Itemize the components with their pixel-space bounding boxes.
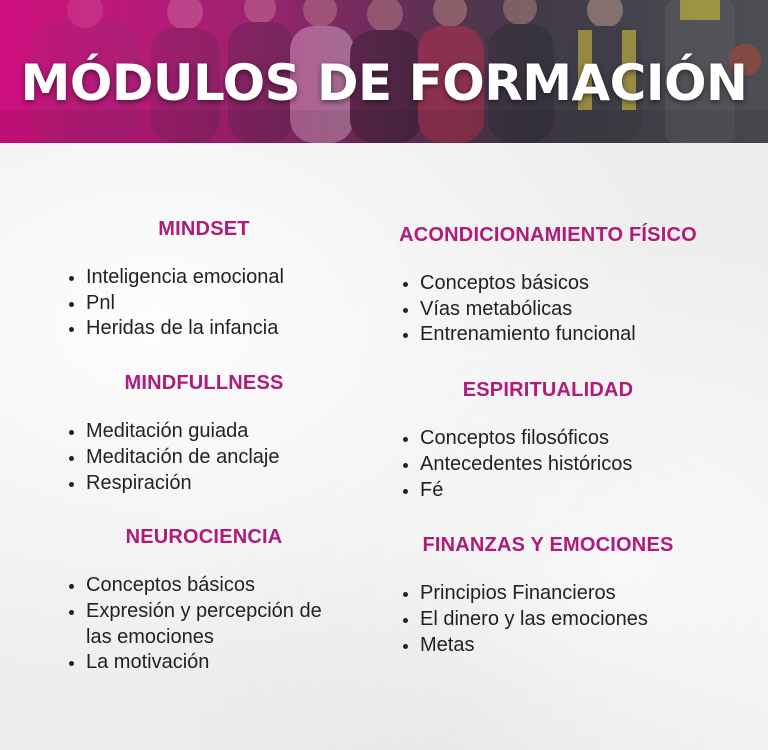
section-list [378, 581, 718, 658]
section-mindset [34, 214, 374, 342]
section-mindfullness [34, 368, 374, 496]
list-item: Fé [378, 478, 718, 504]
list-item: La motivación [34, 650, 374, 676]
section-neurociencia [34, 522, 374, 676]
list-item: Meditación guiada [34, 419, 374, 445]
section-list [378, 271, 718, 348]
left-column [34, 214, 374, 702]
list-item: Principios Financieros [378, 581, 718, 607]
section-heading: ACONDICIONAMIENTO FÍSICO [399, 224, 697, 246]
header-banner [0, 0, 768, 143]
section-espiritualidad [378, 375, 718, 503]
section-list [378, 426, 718, 503]
section-list [34, 419, 374, 496]
list-item: Pnl [34, 291, 374, 317]
section-heading: MINDSET [158, 218, 250, 240]
list-item: Vías metabólicas [378, 297, 718, 323]
section-finanzas-y-emociones [378, 530, 718, 658]
list-item: Respiración [34, 471, 374, 497]
list-item: Conceptos básicos [378, 271, 718, 297]
section-list [34, 573, 374, 676]
list-item: Meditación de anclaje [34, 445, 374, 471]
list-item: El dinero y las emociones [378, 607, 718, 633]
list-item: Inteligencia emocional [34, 265, 374, 291]
section-heading: MINDFULLNESS [124, 372, 284, 395]
list-item: Heridas de la infancia [34, 316, 374, 342]
list-item: Entrenamiento funcional [378, 322, 718, 348]
list-item: Antecedentes históricos [378, 452, 718, 478]
list-item: Conceptos filosóficos [378, 426, 718, 452]
section-heading: FINANZAS Y EMOCIONES [422, 534, 674, 557]
section-list [34, 265, 374, 342]
list-item-continuation: las emociones [86, 625, 214, 648]
list-item: Metas [378, 633, 718, 659]
section-acondicionamiento-fisico [378, 220, 718, 348]
page-title: MÓDULOS DE FORMACIÓN [20, 54, 748, 112]
list-item: Conceptos básicos [34, 573, 374, 599]
section-heading: NEUROCIENCIA [125, 526, 283, 549]
right-column [378, 220, 718, 685]
list-item: Expresión y percepción de [34, 599, 374, 625]
section-heading: ESPIRITUALIDAD [462, 379, 634, 402]
